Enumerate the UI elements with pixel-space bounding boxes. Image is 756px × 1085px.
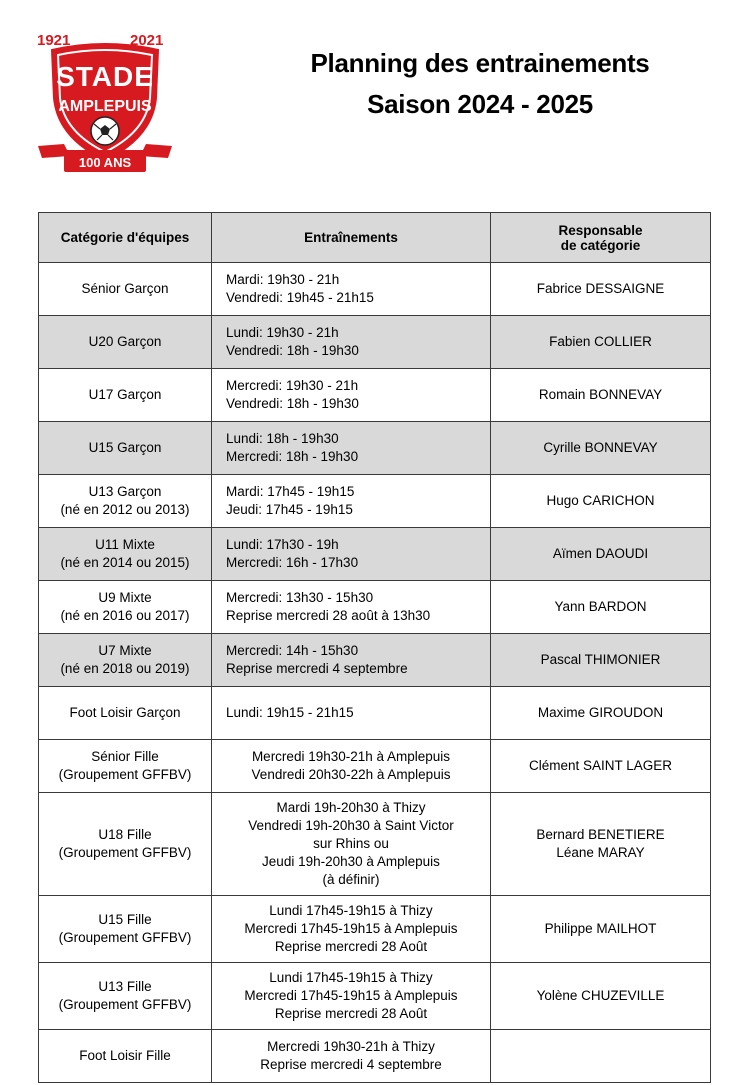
category-cell-line: U18 Fille [98, 827, 152, 842]
training-cell-line: Vendredi: 19h45 - 21h15 [226, 290, 374, 305]
category-cell-line: (Groupement GFFBV) [58, 930, 192, 945]
manager-cell [491, 963, 711, 1030]
training-cell [212, 581, 491, 634]
training-cell-line: Vendredi 19h-20h30 à Saint Victor [248, 818, 454, 833]
category-cell [39, 316, 212, 369]
manager-cell [491, 369, 711, 422]
category-cell-line: U15 Garçon [88, 440, 162, 455]
category-cell [39, 528, 212, 581]
page-subtitle: Saison 2024 - 2025 [367, 89, 593, 119]
category-cell [39, 1030, 212, 1083]
category-cell-line: (né en 2012 ou 2013) [60, 502, 190, 517]
page-title: Planning des entrainements [310, 48, 650, 78]
logo-name-line1: STADE [56, 61, 154, 92]
manager-cell-line: Maxime GIROUDON [537, 705, 664, 720]
training-cell [212, 963, 491, 1030]
training-cell-line: Reprise mercredi 4 septembre [260, 1057, 442, 1072]
logo-year-right: 2021 [130, 32, 164, 49]
manager-cell-line: Aïmen DAOUDI [552, 546, 649, 561]
training-cell-line: Vendredi: 18h - 19h30 [226, 396, 359, 411]
training-cell-line: Mercredi 17h45-19h15 à Amplepuis [244, 988, 458, 1003]
category-cell-line: (né en 2014 ou 2015) [60, 555, 190, 570]
training-cell-line: sur Rhins ou [313, 836, 389, 851]
training-cell-line: Mercredi 17h45-19h15 à Amplepuis [244, 921, 458, 936]
header-manager-line1: Responsable [558, 222, 643, 238]
table-row [39, 369, 711, 422]
category-cell [39, 263, 212, 316]
manager-cell-line: Pascal THIMONIER [540, 652, 661, 667]
category-cell [39, 963, 212, 1030]
training-cell [212, 793, 491, 896]
category-cell-line: Sénior Garçon [81, 281, 169, 296]
category-cell [39, 740, 212, 793]
table-row [39, 1030, 711, 1083]
training-cell-line: Lundi: 18h - 19h30 [226, 431, 339, 446]
manager-cell [491, 740, 711, 793]
training-cell-line: Lundi 17h45-19h15 à Thizy [269, 970, 433, 985]
header-trainings: Entraînements [212, 213, 491, 263]
category-cell-line: U17 Garçon [88, 387, 162, 402]
training-cell-line: (à définir) [322, 872, 380, 887]
manager-cell [491, 687, 711, 740]
logo-year-left: 1921 [37, 32, 71, 49]
training-cell-line: Jeudi 19h-20h30 à Amplepuis [262, 854, 440, 869]
training-cell-line: Reprise mercredi 28 Août [274, 939, 428, 954]
category-cell-line: Sénior Fille [91, 749, 159, 764]
table-row [39, 634, 711, 687]
header-category: Catégorie d'équipes [39, 213, 212, 263]
manager-cell-line: Léane MARAY [556, 845, 645, 860]
logo-anniversary: 100 ANS [78, 155, 132, 170]
manager-cell [491, 634, 711, 687]
category-cell-line: (né en 2018 ou 2019) [60, 661, 190, 676]
manager-cell-line: Cyrille BONNEVAY [543, 440, 658, 455]
table-row [39, 896, 711, 963]
training-cell-line: Reprise mercredi 28 Août [274, 1006, 428, 1021]
training-cell-line: Mercredi: 18h - 19h30 [226, 449, 359, 464]
manager-cell-line: Romain BONNEVAY [538, 387, 663, 402]
training-cell-line: Mercredi 19h30-21h à Thizy [267, 1039, 435, 1054]
training-cell [212, 263, 491, 316]
logo-name-line2: AMPLEPUIS [58, 98, 152, 115]
category-cell-line: Foot Loisir Fille [79, 1048, 171, 1063]
table-row [39, 581, 711, 634]
manager-cell [491, 263, 711, 316]
manager-cell-line: Clément SAINT LAGER [528, 758, 673, 773]
category-cell-line: (né en 2016 ou 2017) [60, 608, 190, 623]
category-cell-line: U11 Mixte [95, 537, 155, 552]
table-row [39, 316, 711, 369]
table-row [39, 687, 711, 740]
training-cell [212, 316, 491, 369]
training-cell-line: Vendredi 20h30-22h à Amplepuis [251, 767, 451, 782]
category-cell-line: (Groupement GFFBV) [58, 997, 192, 1012]
training-cell [212, 687, 491, 740]
training-cell-line: Mardi 19h-20h30 à Thizy [276, 800, 426, 815]
manager-cell [491, 528, 711, 581]
training-cell-line: Mardi: 17h45 - 19h15 [226, 484, 355, 499]
category-cell [39, 369, 212, 422]
manager-cell [491, 422, 711, 475]
club-logo [34, 28, 176, 180]
manager-cell [491, 1030, 711, 1083]
training-cell-line: Reprise mercredi 4 septembre [226, 661, 408, 676]
training-cell [212, 896, 491, 963]
table-row [39, 740, 711, 793]
training-cell [212, 369, 491, 422]
training-cell [212, 634, 491, 687]
manager-cell [491, 581, 711, 634]
training-cell-line: Mercredi: 13h30 - 15h30 [226, 590, 374, 605]
category-cell [39, 475, 212, 528]
category-cell [39, 687, 212, 740]
table-row [39, 528, 711, 581]
manager-cell [491, 316, 711, 369]
category-cell-line: (Groupement GFFBV) [58, 845, 192, 860]
table-header-row [39, 213, 711, 263]
category-cell [39, 793, 212, 896]
training-cell [212, 740, 491, 793]
training-cell-line: Mercredi: 16h - 17h30 [226, 555, 359, 570]
category-cell [39, 634, 212, 687]
category-cell-line: U15 Fille [98, 912, 152, 927]
manager-cell [491, 896, 711, 963]
manager-cell-line: Fabrice DESSAIGNE [536, 281, 665, 296]
training-schedule-table [38, 212, 711, 1083]
manager-cell [491, 475, 711, 528]
training-cell [212, 528, 491, 581]
table-row [39, 793, 711, 896]
training-cell-line: Mercredi: 14h - 15h30 [226, 643, 359, 658]
category-cell-line: U13 Garçon [88, 484, 162, 499]
table-row [39, 475, 711, 528]
training-cell-line: Lundi: 17h30 - 19h [226, 537, 339, 552]
training-cell-line: Mercredi 19h30-21h à Amplepuis [251, 749, 451, 764]
manager-cell [491, 793, 711, 896]
category-cell [39, 896, 212, 963]
header-manager [491, 213, 711, 263]
category-cell-line: U9 Mixte [98, 590, 152, 605]
training-cell-line: Lundi: 19h15 - 21h15 [226, 705, 354, 720]
category-cell-line: U13 Fille [98, 979, 152, 994]
table-row [39, 263, 711, 316]
manager-cell-line: Philippe MAILHOT [544, 921, 657, 936]
training-cell [212, 422, 491, 475]
category-cell [39, 581, 212, 634]
category-cell-line: (Groupement GFFBV) [58, 767, 192, 782]
header-manager-line2: de catégorie [560, 237, 641, 253]
category-cell-line: U7 Mixte [98, 643, 152, 658]
training-cell [212, 475, 491, 528]
category-cell-line: U20 Garçon [88, 334, 162, 349]
training-cell-line: Jeudi: 17h45 - 19h15 [226, 502, 353, 517]
training-cell-line: Lundi 17h45-19h15 à Thizy [269, 903, 433, 918]
manager-cell-line: Fabien COLLIER [549, 334, 652, 349]
manager-cell-line: Yann BARDON [554, 599, 647, 614]
training-cell-line: Vendredi: 18h - 19h30 [226, 343, 359, 358]
training-cell-line: Mardi: 19h30 - 21h [226, 272, 340, 287]
training-cell-line: Reprise mercredi 28 août à 13h30 [226, 608, 431, 623]
training-cell-line: Mercredi: 19h30 - 21h [226, 378, 359, 393]
table-row [39, 963, 711, 1030]
manager-cell-line: Bernard BENETIERE [536, 827, 665, 842]
manager-cell-line: Hugo CARICHON [546, 493, 655, 508]
training-cell-line: Lundi: 19h30 - 21h [226, 325, 339, 340]
table-row [39, 422, 711, 475]
category-cell-line: Foot Loisir Garçon [69, 705, 181, 720]
training-cell [212, 1030, 491, 1083]
category-cell [39, 422, 212, 475]
manager-cell-line: Yolène CHUZEVILLE [536, 988, 665, 1003]
